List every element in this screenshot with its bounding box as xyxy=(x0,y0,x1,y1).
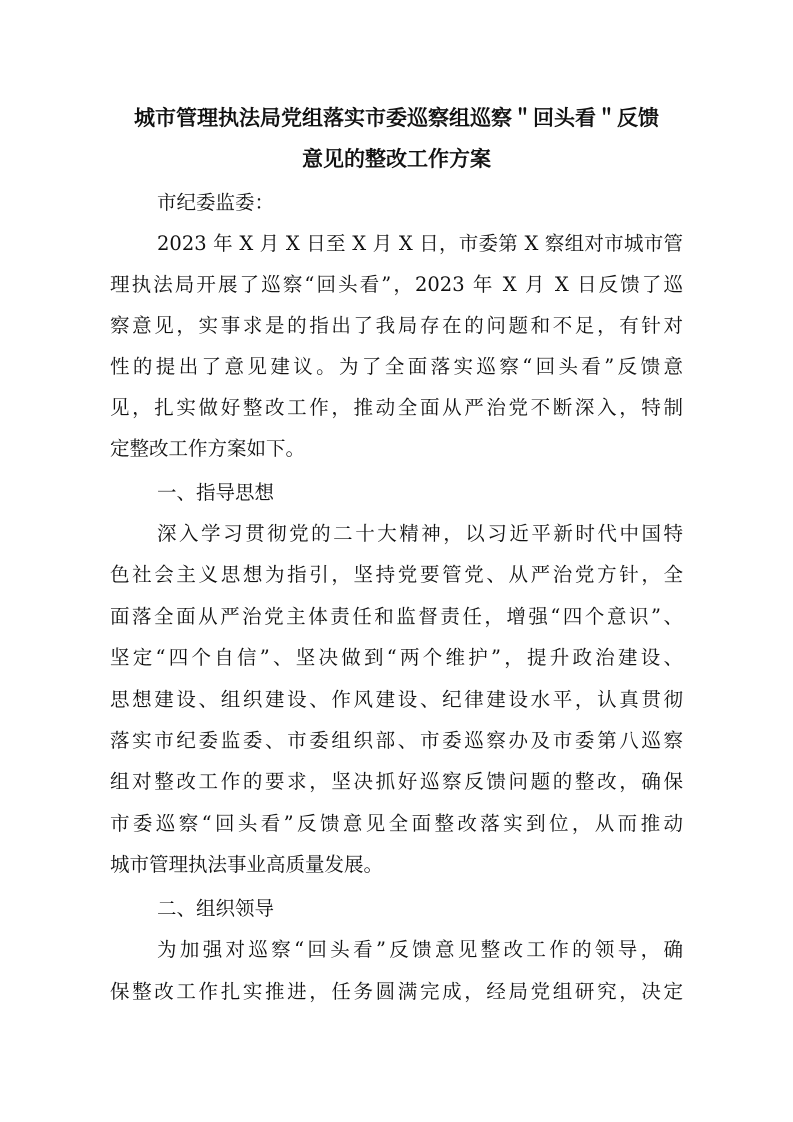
paragraph-line: 城市管理执法事业高质量发展。 xyxy=(110,853,384,876)
document-title-line-2: 意见的整改工作方案 xyxy=(302,146,491,171)
paragraph-line: 见，扎实做好整改工作，推动全面从严治党不断深入，特制 xyxy=(110,396,683,419)
paragraph-line: 2023 年 X 月 X 日至 X 月 X 日，市委第 X 察组对市城市管 xyxy=(157,232,683,255)
document-title-line-1: 城市管理执法局党组落实市委巡察组巡察＂回头看＂反馈 xyxy=(134,105,659,130)
paragraph-line: 察意见，实事求是的指出了我局存在的问题和不足，有针对 xyxy=(110,314,683,337)
paragraph-line: 落实市纪委监委、市委组织部、市委巡察办及市委第八巡察 xyxy=(110,729,683,752)
paragraph-line: 面落全面从严治党主体责任和监督责任，增强“四个意识”、 xyxy=(110,605,683,628)
section-heading: 一、指导思想 xyxy=(157,481,275,504)
paragraph-line: 思想建设、组织建设、作风建设、纪律建设水平，认真贯彻 xyxy=(110,688,683,711)
paragraph-line: 色社会主义思想为指引，坚持党要管党、从严治党方针，全 xyxy=(110,563,683,586)
paragraph-line: 性的提出了意见建议。为了全面落实巡察“回头看”反馈意 xyxy=(110,355,683,378)
paragraph-line: 市委巡察“回头看”反馈意见全面整改落实到位，从而推动 xyxy=(110,812,683,835)
addressee: 市纪委监委： xyxy=(157,191,275,214)
section-heading: 二、组织领导 xyxy=(157,897,275,920)
paragraph-line: 保整改工作扎实推进，任务圆满完成，经局党组研究，决定 xyxy=(110,980,683,1003)
paragraph-line: 理执法局开展了巡察“回头看”，2023 年 X 月 X 日反馈了巡 xyxy=(110,273,683,296)
paragraph-line: 定整改工作方案如下。 xyxy=(110,437,306,460)
paragraph-line: 坚定“四个自信”、坚决做到“两个维护”，提升政治建设、 xyxy=(110,646,683,669)
paragraph-line: 为加强对巡察“回头看”反馈意见整改工作的领导，确 xyxy=(157,938,683,961)
paragraph-line: 深入学习贯彻党的二十大精神，以习近平新时代中国特 xyxy=(157,522,683,545)
paragraph-line: 组对整改工作的要求，坚决抓好巡察反馈问题的整改，确保 xyxy=(110,770,683,793)
